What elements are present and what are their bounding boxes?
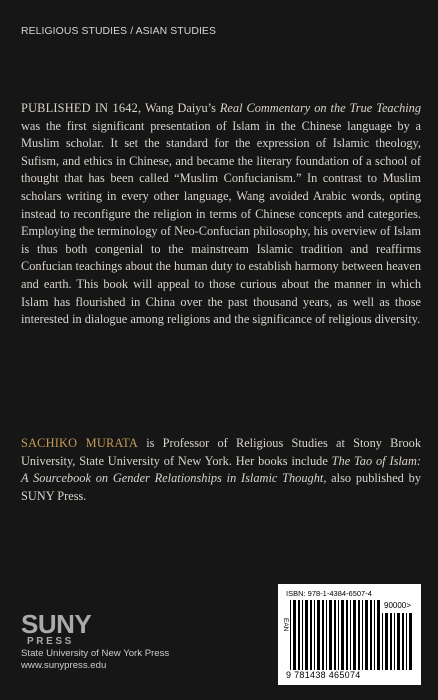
addon-barcode: [382, 613, 414, 670]
suny-logo-mark: SUNY: [21, 609, 92, 639]
description-lead: PUBLISHED IN 1642,: [21, 101, 142, 115]
author-name: SACHIKO MURATA: [21, 436, 139, 450]
publisher-url: www.sunypress.edu: [21, 660, 107, 671]
ean-barcode: [290, 600, 380, 670]
ean-label: EAN: [282, 618, 289, 632]
price-addon-digits: 90000>: [384, 601, 411, 610]
publisher-name: State University of New York Press: [21, 648, 170, 659]
bio-text-1: is Professor of Religious Studies at Stony Brook University, State University of New York. Her books include: [21, 436, 422, 468]
description-book-title: Real Commentary on the True Teaching: [219, 101, 422, 115]
press-wordmark: PRESS: [27, 636, 74, 647]
author-bio: [21, 435, 421, 505]
bio-text-2: , also published by SUNY Press.: [21, 471, 421, 503]
category-label: RELIGIOUS STUDIES / ASIAN STUDIES: [21, 26, 216, 37]
description-text-1: Wang Daiyu’s: [141, 101, 220, 115]
book-description: [21, 100, 421, 329]
bio-book-title: The Tao of Islam: A Sourcebook on Gender Relationships in Islamic Thought: [21, 453, 422, 486]
isbn-text: ISBN: 978-1-4384-6507-4: [286, 589, 372, 598]
publisher-logo: [21, 609, 170, 672]
barcode-panel: [278, 584, 421, 685]
ean-digits: 9 781438 465074: [286, 670, 361, 680]
description-text-2: was the first significant presentation of Islam in the Chinese language by a Muslim scholar. It set the standard for the expression of Islamic theology, Sufism, and ethics in Chinese, and became the literary foundation of a school of thought that has been called “Muslim Confucianism.” In contrast to Muslim scholars writing in every other language, Wang avoided Arabic words, opting instead to reconfigure the religion in terms of Chinese concepts and categories. Employing the terminology of Neo-Confucian philosophy, his overview of Islam is thus both congenial to the mainstream Islamic tradition and reaffirms Confucian teachings about the human duty to establish harmony between heaven and earth. This book will appeal to those curious about the manner in which Islam has flourished in China over the past thousand years, as well as those interested in dialogue among religions and the significance of religious diversity.: [21, 118, 421, 327]
